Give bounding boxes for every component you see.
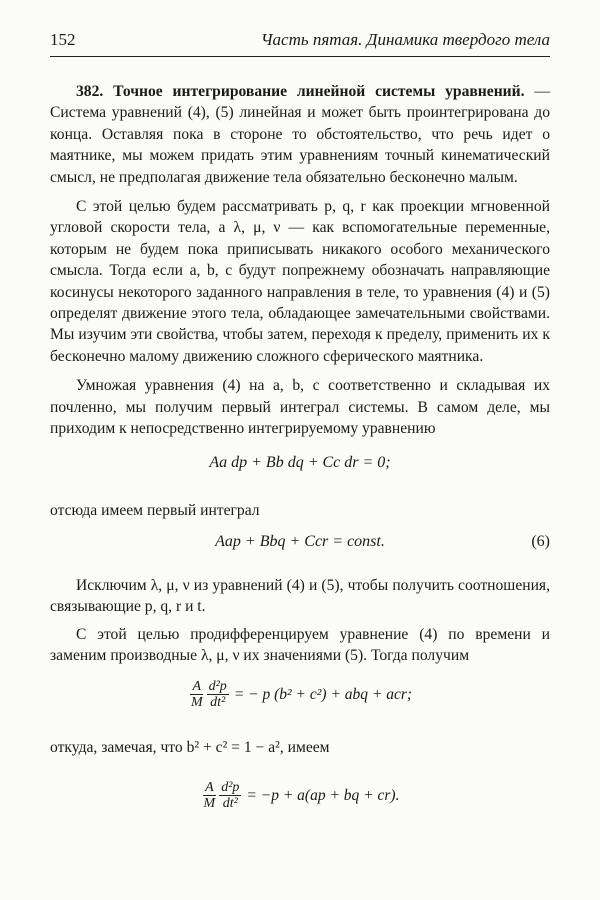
fraction-second-derivative — [207, 679, 229, 710]
equation-1-text: Aa dp + Bb dq + Cc dr = 0; — [209, 453, 391, 471]
paragraph-3: Умножая уравнения (4) на a, b, c соответственно и складывая их почленно, мы получим первый интеграл системы. В самом деле, мы приходим к непосредственно интегрируемому уравнению — [50, 377, 550, 438]
paragraph-2: С этой целью будем рассматривать p, q, r как проекции мгновенной угловой скорости тела, а λ, μ, ν — как вспомогательные переменные, которым не будем пока приписывать никакого особого механического смысла. Тогда если a, b, c будут попрежнему обозначать направляющие косинусы некоторого заданного направления в теле, то уравнения (4) и (5) определят движение этого тела, обладающее замечательными свойствами. Мы изучим эти свойства, чтобы затем, переходя к пределу, применить их к бесконечно малому движению сложного сферического маятника. — [50, 198, 550, 365]
fraction-numerator: A — [205, 780, 214, 796]
paragraph-4: отсюда имеем первый интеграл — [50, 501, 260, 519]
fraction-numerator: A — [192, 679, 202, 695]
section-heading: 382. Точное интегрирование линейной системы уравнений. — [76, 83, 525, 100]
equation-4 — [50, 774, 550, 818]
equation-6-text: Aap + Bbq + Ccr = const. — [215, 532, 385, 550]
paragraph-5: Исключим λ, μ, ν из уравнений (4) и (5), чтобы получить соотношения, связывающие p, q, r и t. — [50, 576, 550, 616]
running-title: Часть пятая. Динамика твердого тела — [260, 30, 550, 49]
equation-3-rhs: = − p (b² + c²) + abq + acr; — [233, 685, 413, 703]
fraction-denominator: M — [203, 796, 216, 812]
equation-4-rhs: = −p + a(ap + bq + cr). — [246, 786, 400, 804]
fraction-denominator: dt² — [222, 796, 238, 812]
page-header — [50, 30, 550, 57]
fraction-denominator: dt² — [210, 695, 226, 711]
fraction-numerator: d²p — [208, 679, 227, 695]
fraction-a-over-m — [202, 780, 218, 811]
fraction-numerator: d²p — [221, 780, 240, 796]
page-number: 152 — [50, 30, 76, 49]
book-page — [50, 30, 550, 818]
equation-number: (6) — [531, 532, 550, 550]
equation-6 — [50, 525, 550, 559]
section-paragraph-1 — [50, 81, 550, 188]
equation-3 — [50, 673, 550, 717]
paragraph-6: С этой целью продифференцируем уравнение (4) по времени и заменим производные λ, μ, ν их значениями (5). Тогда получим — [50, 625, 550, 665]
fraction-second-derivative — [219, 780, 241, 811]
paragraph-1-text: — Система уравнений (4), (5) линейная и может быть проинтегрирована до конца. Оставляя пока в стороне то обстоятельство, что речь идет о маятнике, мы можем придать этим уравнениям точный кинематический смысл, не предполагая движение тела обязательно бесконечно малым. — [50, 83, 550, 186]
fraction-a-over-m — [189, 679, 205, 710]
fraction-denominator: M — [190, 695, 203, 711]
paragraph-7: откуда, замечая, что b² + c² = 1 − a², имеем — [50, 738, 330, 756]
equation-1 — [50, 446, 550, 480]
